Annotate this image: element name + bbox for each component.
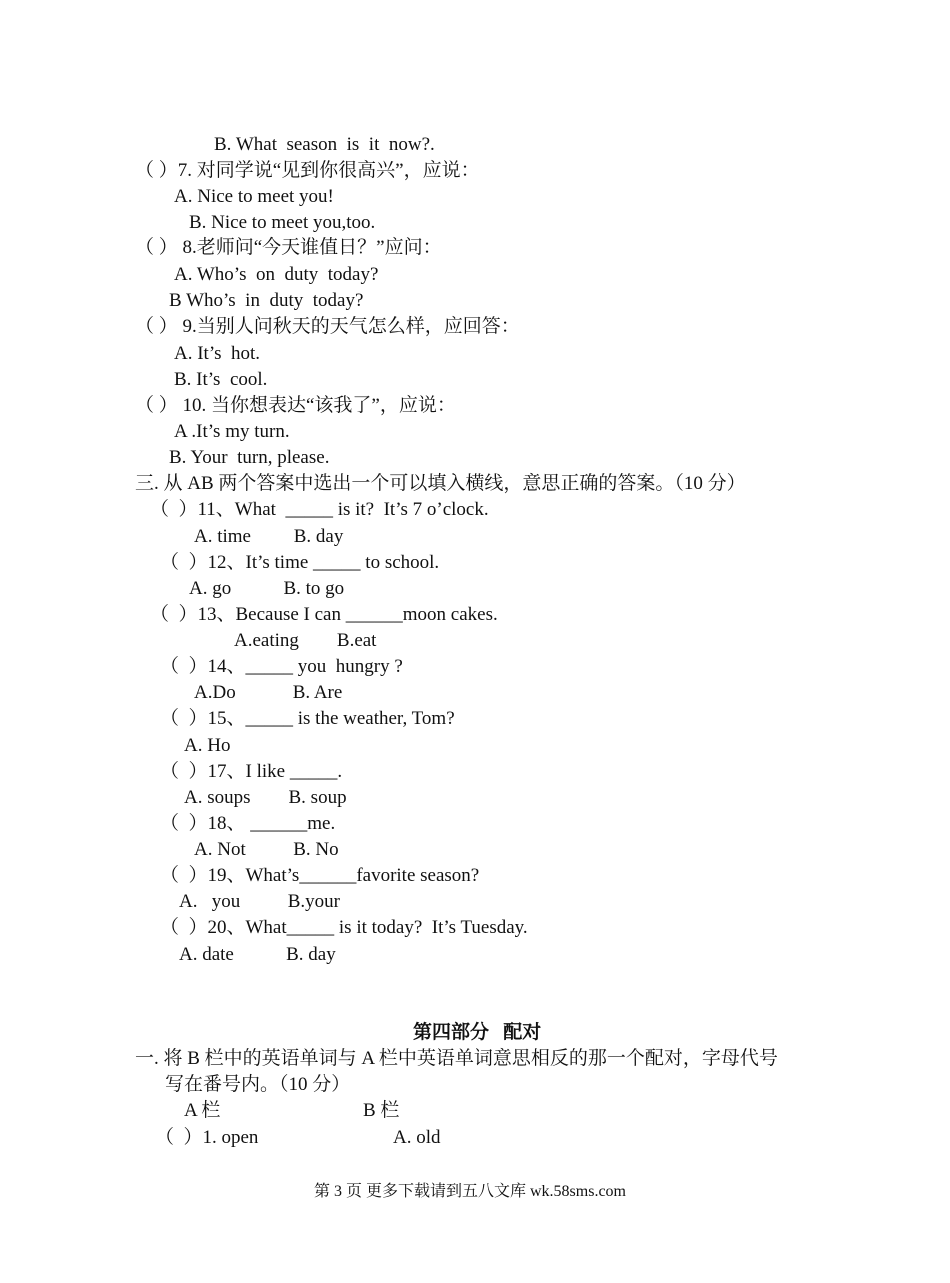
section-3-heading: 三. 从 AB 两个答案中选出一个可以填入横线，意思正确的答案。（10 分）: [135, 473, 746, 494]
q20-options: A. date B. day: [179, 944, 336, 965]
matching-item-1: （ ）1. open: [155, 1127, 259, 1148]
question-19: （ ）19、What’s______favorite season?: [160, 865, 480, 886]
question-15: （ ）15、_____ is the weather, Tom?: [160, 708, 455, 729]
question-18: （ ）18、 ______me.: [160, 813, 336, 834]
question-8: （ ） 8.老师问“今天谁值日？”应问：: [135, 237, 442, 258]
matching-option-a: A. old: [393, 1127, 441, 1148]
question-14: （ ）14、_____ you hungry ?: [160, 656, 403, 677]
matching-instruction-line-2: 写在番号内。（10 分）: [165, 1074, 351, 1095]
q7-option-b: B. Nice to meet you,too.: [189, 212, 376, 233]
column-b-header: B 栏: [363, 1100, 400, 1121]
q10-option-a: A .It’s my turn.: [174, 421, 290, 442]
question-11: （ ）11、What _____ is it? It’s 7 o’clock.: [150, 499, 489, 520]
q17-options: A. soups B. soup: [184, 787, 347, 808]
page-footer: 第 3 页 更多下载请到五八文库 wk.58sms.com: [314, 1183, 627, 1200]
q9-option-a: A. It’s hot.: [174, 343, 261, 364]
q6-option-b: B. What season is it now?.: [214, 134, 435, 155]
q10-option-b: B. Your turn, please.: [169, 447, 330, 468]
column-a-header: A 栏: [184, 1100, 221, 1121]
q18-options: A. Not B. No: [194, 839, 339, 860]
q12-options: A. go B. to go: [189, 578, 345, 599]
question-12: （ ）12、It’s time _____ to school.: [160, 552, 440, 573]
q7-option-a: A. Nice to meet you!: [174, 186, 334, 207]
question-13: （ ）13、Because I can ______moon cakes.: [150, 604, 498, 625]
part-4-title: 第四部分 配对: [413, 1022, 542, 1043]
q15-options: A. Ho: [184, 735, 231, 756]
q8-option-b: B Who’s in duty today?: [169, 290, 364, 311]
question-17: （ ）17、I like _____.: [160, 761, 343, 782]
q13-options: A.eating B.eat: [234, 630, 377, 651]
q19-options: A. you B.your: [179, 891, 340, 912]
q11-options: A. time B. day: [194, 526, 344, 547]
question-20: （ ）20、What_____ is it today? It’s Tuesday.: [160, 917, 528, 938]
q8-option-a: A. Who’s on duty today?: [174, 264, 379, 285]
q9-option-b: B. It’s cool.: [174, 369, 268, 390]
matching-instruction-line-1: 一. 将 B 栏中的英语单词与 A 栏中英语单词意思相反的那一个配对，字母代号: [135, 1048, 778, 1069]
question-7: （ ）7. 对同学说“见到你很高兴”，应说：: [135, 160, 480, 181]
question-9: （ ） 9.当别人问秋天的天气怎么样，应回答：: [135, 316, 520, 337]
question-10: （ ） 10. 当你想表达“该我了”，应说：: [135, 395, 456, 416]
q14-options: A.Do B. Are: [194, 682, 343, 703]
